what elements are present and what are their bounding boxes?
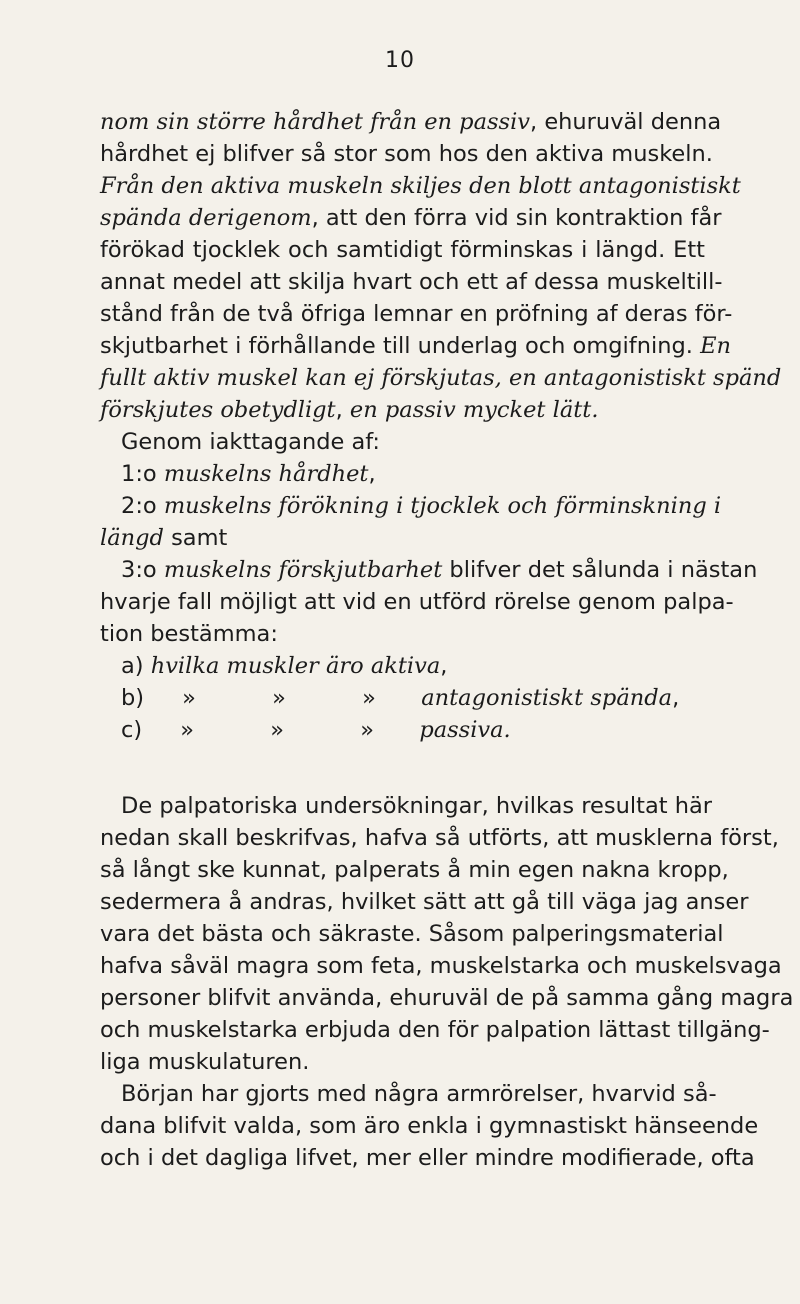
text-line: sedermera å andras, hvilket sätt att gå till väga jag anser bbox=[100, 889, 749, 915]
text-line: förskjutes obetydligt, en passiv mycket lätt. bbox=[100, 397, 599, 423]
text-line: nedan skall beskrifvas, hafva så utförts, att musklerna först, bbox=[100, 825, 779, 851]
text-line: liga muskulaturen. bbox=[100, 1049, 310, 1075]
text-line: Början har gjorts med några armrörelser, hvarvid så- bbox=[121, 1081, 717, 1107]
text-line: skjutbarhet i förhållande till underlag och omgifning. En bbox=[100, 333, 731, 359]
text-line: spända derigenom, att den förra vid sin kontraktion får bbox=[100, 205, 722, 231]
text-line: De palpatoriska undersökningar, hvilkas resultat här bbox=[121, 793, 712, 819]
option-b: b) » » » antagonistiskt spända, bbox=[121, 685, 680, 711]
list-item-2: 2:o muskelns förökning i tjocklek och förminskning i bbox=[121, 493, 722, 519]
text-line: Från den aktiva muskeln skiljes den blott antagonistiskt bbox=[100, 173, 741, 199]
text-line: vara det bästa och säkraste. Såsom palperingsmaterial bbox=[100, 921, 724, 947]
text-line: och i det dagliga lifvet, mer eller mindre modifierade, ofta bbox=[100, 1145, 755, 1171]
text-line: längd samt bbox=[100, 525, 228, 551]
text-line: personer blifvit använda, ehuruväl de på samma gång magra bbox=[100, 985, 794, 1011]
option-c: c) » » » passiva. bbox=[121, 717, 511, 743]
text-line: Genom iakttagande af: bbox=[121, 429, 380, 455]
text-line: fullt aktiv muskel kan ej förskjutas, en antagonistiskt spänd bbox=[100, 365, 782, 391]
text-line: och muskelstarka erbjuda den för palpation lättast tillgäng- bbox=[100, 1017, 770, 1043]
text-line: annat medel att skilja hvart och ett af dessa muskeltill- bbox=[100, 269, 723, 295]
list-item-1: 1:o muskelns hårdhet, bbox=[121, 461, 376, 487]
text-line: nom sin större hårdhet från en passiv, ehuruväl denna bbox=[100, 109, 722, 135]
option-a: a) hvilka muskler äro aktiva, bbox=[121, 653, 448, 679]
text-line: tion bestämma: bbox=[100, 621, 278, 647]
page-number: 10 bbox=[385, 48, 415, 73]
text-line: stånd från de två öfriga lemnar en pröfning af deras för- bbox=[100, 301, 733, 327]
text-line: hafva såväl magra som feta, muskelstarka och muskelsvaga bbox=[100, 953, 782, 979]
list-item-3: 3:o muskelns förskjutbarhet blifver det sålunda i nästan bbox=[121, 557, 758, 583]
text-line: dana blifvit valda, som äro enkla i gymnastiskt hänseende bbox=[100, 1113, 759, 1139]
text-line: hvarje fall möjligt att vid en utförd rörelse genom palpa- bbox=[100, 589, 734, 615]
text-line: förökad tjocklek och samtidigt förminskas i längd. Ett bbox=[100, 237, 705, 263]
text-line: så långt ske kunnat, palperats å min egen nakna kropp, bbox=[100, 857, 729, 883]
text-line: hårdhet ej blifver så stor som hos den aktiva muskeln. bbox=[100, 141, 713, 167]
